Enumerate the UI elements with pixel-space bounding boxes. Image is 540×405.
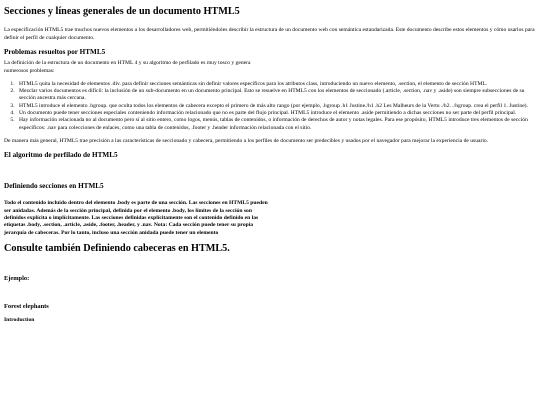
problems-list — [4, 81, 536, 132]
list-item: 4. Un documento puede tener secciones especiales conteniendo información relacionado que no es parte del flujo principal. HTML5 introduce el elemento .aside permitiendo a dichas secciones no ser parte del perfil principal. — [16, 110, 536, 117]
list-item: 5. Hay información relacionada no al documento pero sí al sitio entero, como logos, menús, tablas de contenidos, o información de derechos de autor y notas legales. Para ese propósito, HTML5 introduce tres elementos de sección específicos: .nav para colecciones de enlaces, como una tabla de contenidos, .footer y .header información relacionada con el sitio. — [16, 117, 536, 132]
forest-elephants-heading: Forest elephants — [4, 303, 49, 311]
page-title: Secciones y líneas generales de un documento HTML5 — [4, 6, 240, 17]
example-label: Ejemplo: — [4, 275, 30, 283]
defining-sections-heading: Definiendo secciones en HTML5 — [4, 181, 104, 190]
spacer — [4, 164, 536, 176]
problems-heading: Problemas resueltos por HTML5 — [4, 47, 106, 56]
defining-sections-text: Todo el contenido incluido dentro del elemento .body es parte de una sección. Las secciones en HTML5 pueden ser anidadas. Además de la sección principal, definida por el elemento .body, los límites de la sección son definidos explícita o implícitamente. Las secciones definidas explícitamente son el contenido definido en las etiquetas .body, .section, .article, .aside, .footer, .header, y .nav. Nota: Cada sección puede tener su propia jerarquía de cabeceras. Por lo tanto, incluso una sección anidada puede tener un elemento — [4, 200, 268, 236]
algorithm-heading: El algoritmo de perfilado de HTML5 — [4, 151, 118, 160]
spacer — [4, 255, 536, 275]
problems-intro: La definición de la estructura de un documento en HTML 4 y su algoritmo de perfilado es muy tosco y genera numerosos problemas: — [4, 60, 251, 74]
list-item: 3. HTML5 introduce el elemento .hgroup. que oculta todos los elementos de cabecera excepto el primero de más alto rango (por ejemplo, .hgroup .h1 Justine./h1 .h2 Les Malheurs de la Vertu ./h2. ./hgroup. crea el perfil 1. Justine). — [16, 103, 536, 110]
list-item: 2. Mezclar varios documentos es difícil: la inclusión de un sub-documento en un documento principal. Esto se resuelve en HTML5 con los elementos de seccionado (.article, .section, .nav y .aside) son siempre subsecciones de su sección ancestra más cercana. — [16, 88, 536, 103]
see-also-heading: Consulte también Definiendo cabeceras en HTML5. — [4, 243, 230, 255]
summary-paragraph: De manera más general, HTML5 trae precisión a las características de seccionado y cabecera, permitiendo a los perfiles de documento ser predecibles y usados por el navegador para mejorar la experiencia de usuario. — [4, 137, 489, 144]
spacer — [4, 283, 536, 303]
intro-paragraph: La especificación HTML5 trae muchos nuevos elementos a los desarrolladores web, permitiéndoles describir la estructura de un documento web con semántica estandarizada. Este documento describe estos elementos y cómo usarlos para definir el perfil de cualquier documento. — [4, 27, 535, 41]
introduction-heading: Introduction — [4, 316, 35, 323]
list-item: 1. HTML5 quita la necesidad de elementos .div. para definir secciones semánticas sin definir valores específicos para los atributos class, introduciendo un nuevo elemento, .section, el elemento de sección HTML. — [16, 81, 536, 88]
